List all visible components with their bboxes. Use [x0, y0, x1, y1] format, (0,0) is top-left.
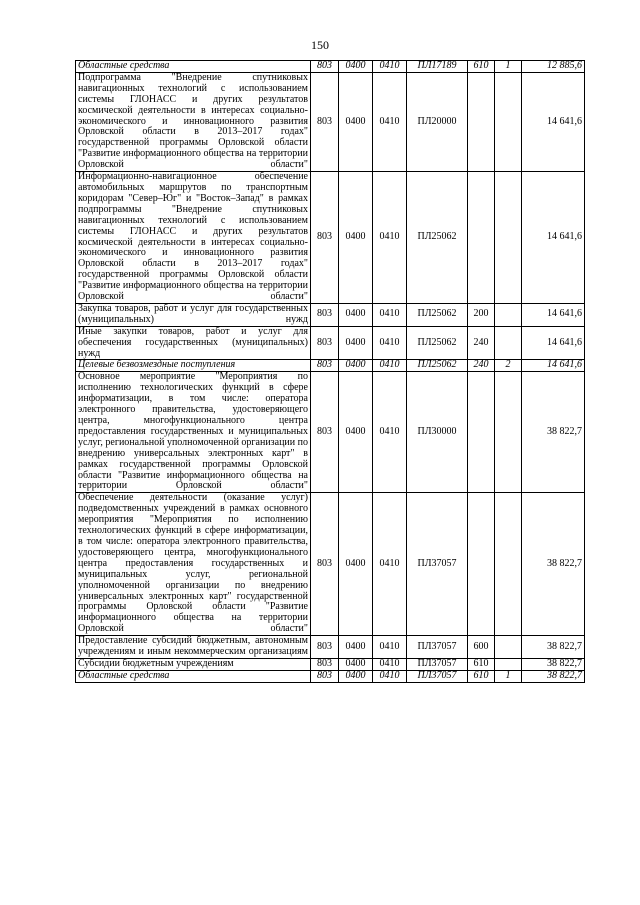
source-cell [495, 372, 522, 493]
glava-cell: 803 [311, 372, 339, 493]
sum-cell: 38 822,7 [522, 670, 585, 682]
table-row [76, 172, 585, 304]
sum-cell: 38 822,7 [522, 493, 585, 636]
sum-cell: 38 822,7 [522, 636, 585, 659]
source-cell: 1 [495, 61, 522, 73]
row-name: Предоставление субсидий бюджетным, автономным учреждениям и иным некоммерческим организациям [76, 636, 311, 659]
source-cell: 2 [495, 360, 522, 372]
podrazdel-cell: 0410 [373, 658, 407, 670]
csr-cell: ПЛ25062 [407, 360, 468, 372]
sum-cell: 14 641,6 [522, 360, 585, 372]
vr-cell: 200 [468, 303, 495, 326]
glava-cell: 803 [311, 658, 339, 670]
glava-cell: 803 [311, 360, 339, 372]
vr-cell [468, 372, 495, 493]
source-cell: 1 [495, 670, 522, 682]
source-cell [495, 636, 522, 659]
row-name: Обеспечение деятельности (оказание услуг) подведомственных учреждений в рамках основного мероприятия "Мероприятия по исполнению технологических функций в сфере информатизации, в том числе: оператора электронного правительства, удостоверяющего центра, многофункционального центра предоставления государственных и муниципальных услуг, региональной уполномоченной организации по внедрению универсальных электронных карт" государственной программы Орловской области "Развитие информационного общества на территории Орловской области" [76, 493, 311, 636]
podrazdel-cell: 0410 [373, 493, 407, 636]
razdel-cell: 0400 [339, 670, 373, 682]
csr-cell: ПЛ37057 [407, 670, 468, 682]
sum-cell: 14 641,6 [522, 326, 585, 360]
podrazdel-cell: 0410 [373, 360, 407, 372]
vr-cell [468, 493, 495, 636]
razdel-cell: 0400 [339, 636, 373, 659]
row-name: Основное мероприятие "Мероприятия по исполнению технологических функций в сфере информатизации, в том числе: оператора электронного правительства, удостоверяющего центра, многофункционального центра предоставления государственных и муниципальных услуг, региональной уполномоченной организации по внедрению универсальных электронных карт" в рамках государственной программы Орловской области "Развитие информационного общества на территории Орловской области" [76, 372, 311, 493]
sum-cell: 38 822,7 [522, 658, 585, 670]
table-row [76, 636, 585, 659]
budget-table [75, 60, 585, 683]
sum-cell: 12 885,6 [522, 61, 585, 73]
glava-cell: 803 [311, 61, 339, 73]
table-row [76, 372, 585, 493]
csr-cell: ПЛ20000 [407, 72, 468, 171]
podrazdel-cell: 0410 [373, 72, 407, 171]
podrazdel-cell: 0410 [373, 636, 407, 659]
source-cell [495, 303, 522, 326]
razdel-cell: 0400 [339, 326, 373, 360]
sum-cell: 38 822,7 [522, 372, 585, 493]
vr-cell: 610 [468, 61, 495, 73]
csr-cell: ПЛ37057 [407, 658, 468, 670]
csr-cell: ПЛ37057 [407, 493, 468, 636]
table-row [76, 670, 585, 682]
vr-cell: 240 [468, 326, 495, 360]
table-row [76, 658, 585, 670]
sum-cell: 14 641,6 [522, 303, 585, 326]
razdel-cell: 0400 [339, 303, 373, 326]
csr-cell: ПЛ25062 [407, 172, 468, 304]
csr-cell: ПЛ37057 [407, 636, 468, 659]
podrazdel-cell: 0410 [373, 303, 407, 326]
razdel-cell: 0400 [339, 172, 373, 304]
razdel-cell: 0400 [339, 360, 373, 372]
csr-cell: ПЛ30000 [407, 372, 468, 493]
razdel-cell: 0400 [339, 493, 373, 636]
csr-cell: ПЛ25062 [407, 326, 468, 360]
csr-cell: ПЛ25062 [407, 303, 468, 326]
razdel-cell: 0400 [339, 61, 373, 73]
table-row [76, 72, 585, 171]
razdel-cell: 0400 [339, 72, 373, 171]
razdel-cell: 0400 [339, 372, 373, 493]
vr-cell: 610 [468, 670, 495, 682]
row-name: Иные закупки товаров, работ и услуг для обеспечения государственных (муниципальных) нужд [76, 326, 311, 360]
glava-cell: 803 [311, 172, 339, 304]
vr-cell: 240 [468, 360, 495, 372]
source-cell [495, 172, 522, 304]
table-row [76, 61, 585, 73]
row-name: Областные средства [76, 670, 311, 682]
podrazdel-cell: 0410 [373, 61, 407, 73]
row-name: Закупка товаров, работ и услуг для государственных (муниципальных) нужд [76, 303, 311, 326]
glava-cell: 803 [311, 303, 339, 326]
vr-cell [468, 72, 495, 171]
glava-cell: 803 [311, 326, 339, 360]
glava-cell: 803 [311, 493, 339, 636]
glava-cell: 803 [311, 636, 339, 659]
podrazdel-cell: 0410 [373, 670, 407, 682]
source-cell [495, 72, 522, 171]
row-name: Информационно-навигационное обеспечение автомобильных маршрутов по транспортным коридорам "Север–Юг" и "Восток–Запад" в рамках подпрограммы "Внедрение спутниковых навигационных технологий с использованием системы ГЛОНАСС и других результатов космической деятельности в интересах социально-экономического и инновационного развития Орловской области в 2013–2017 годах" государственной программы Орловской области "Развитие информационного общества на территории Орловской области" [76, 172, 311, 304]
source-cell [495, 493, 522, 636]
source-cell [495, 658, 522, 670]
podrazdel-cell: 0410 [373, 172, 407, 304]
row-name: Целевые безвозмездные поступления [76, 360, 311, 372]
table-row [76, 493, 585, 636]
row-name: Субсидии бюджетным учреждениям [76, 658, 311, 670]
row-name: Подпрограмма "Внедрение спутниковых навигационных технологий с использованием системы ГЛОНАСС и других результатов космической деятельности в интересах социально-экономического и инновационного развития Орловской области в 2013–2017 годах" государственной программы Орловской области "Развитие информационного общества на территории Орловской области" [76, 72, 311, 171]
source-cell [495, 326, 522, 360]
sum-cell: 14 641,6 [522, 172, 585, 304]
razdel-cell: 0400 [339, 658, 373, 670]
sum-cell: 14 641,6 [522, 72, 585, 171]
page-number: 150 [311, 38, 329, 52]
table-row [76, 360, 585, 372]
glava-cell: 803 [311, 670, 339, 682]
table-row [76, 326, 585, 360]
table-row [76, 303, 585, 326]
podrazdel-cell: 0410 [373, 372, 407, 493]
podrazdel-cell: 0410 [373, 326, 407, 360]
row-name: Областные средства [76, 61, 311, 73]
vr-cell: 610 [468, 658, 495, 670]
glava-cell: 803 [311, 72, 339, 171]
csr-cell: ПЛ17189 [407, 61, 468, 73]
vr-cell: 600 [468, 636, 495, 659]
vr-cell [468, 172, 495, 304]
